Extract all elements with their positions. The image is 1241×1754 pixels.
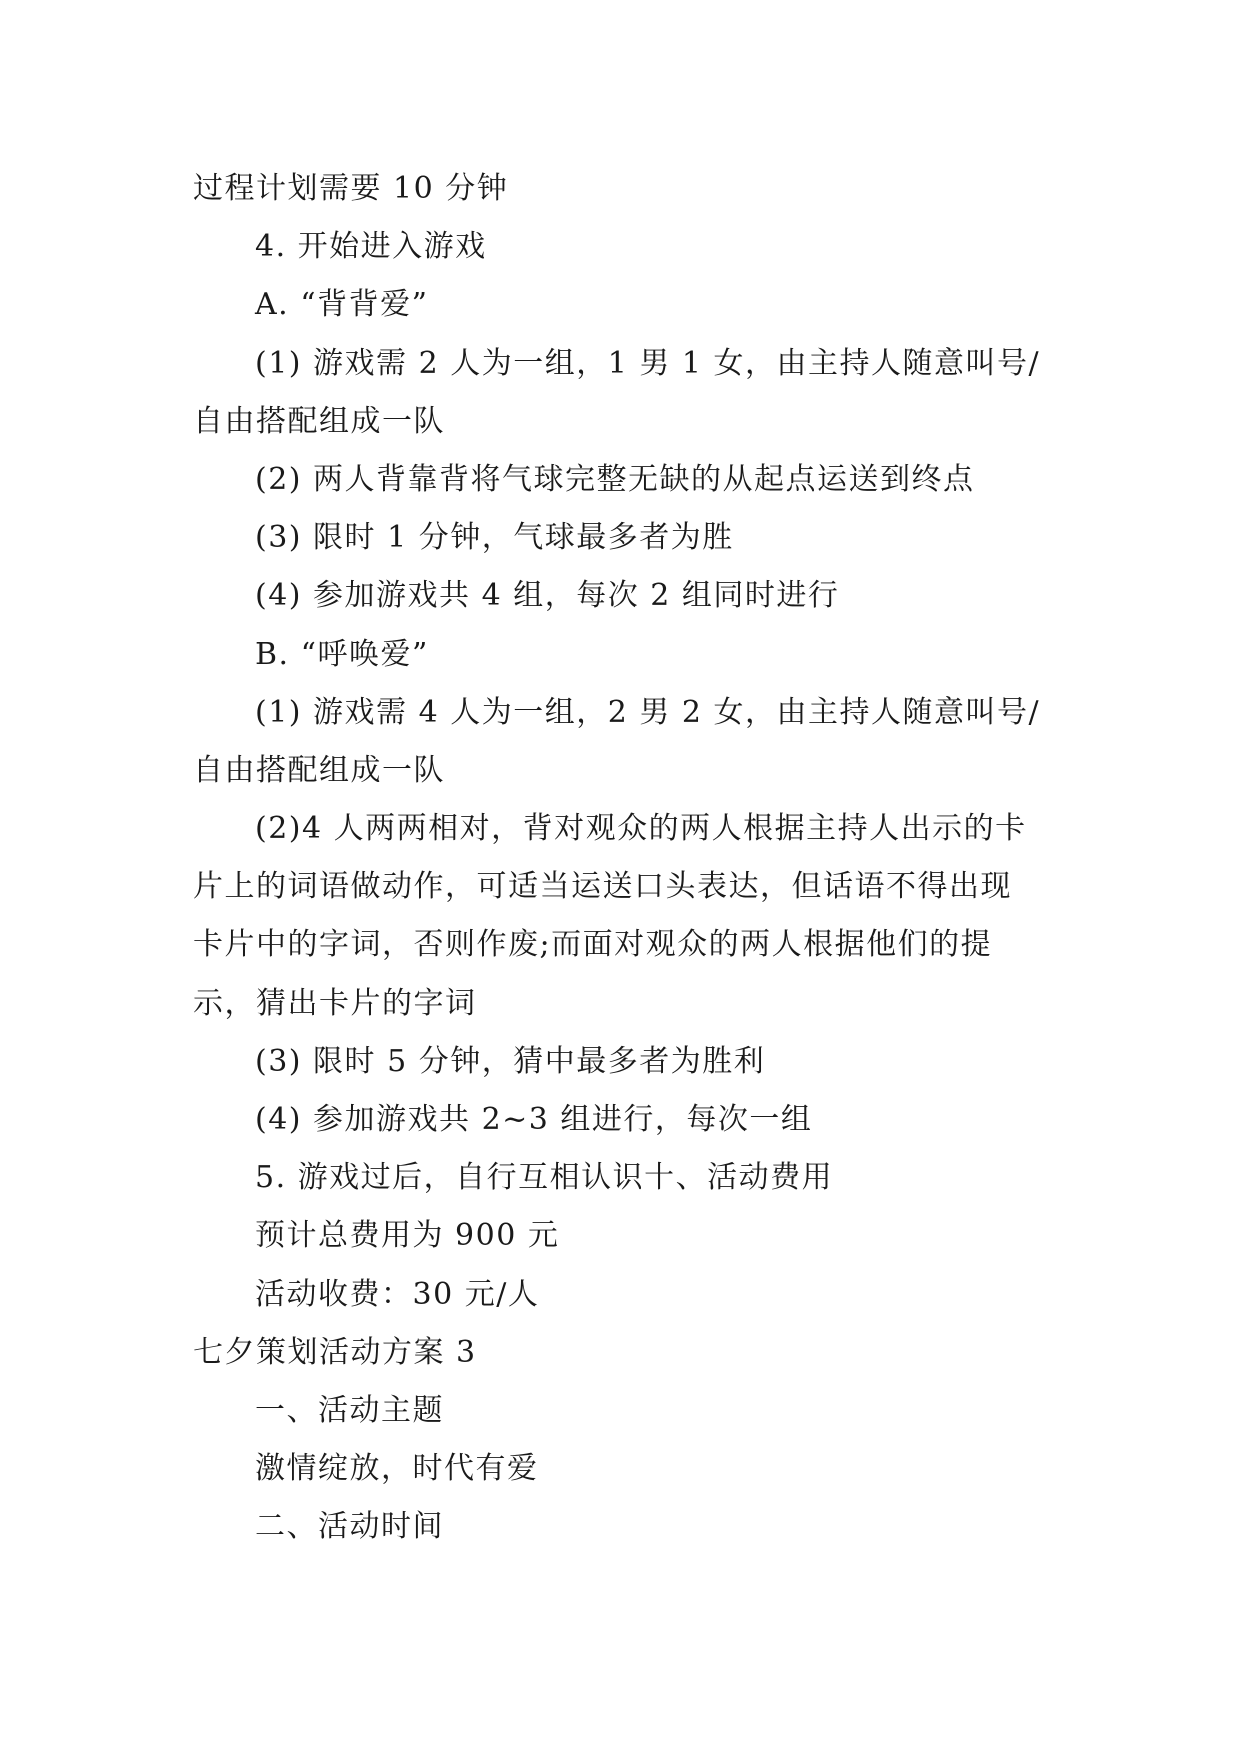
text-line: 预计总费用为 900 元 <box>255 1218 560 1254</box>
text-line: (2) 两人背靠背将气球完整无缺的从起点运送到终点 <box>255 461 975 497</box>
text-line: 示，猜出卡片的字词 <box>193 985 477 1021</box>
text-line: (2)4 人两两相对，背对观众的两人根据主持人出示的卡 <box>255 811 1027 847</box>
text-line: (3) 限时 1 分钟，气球最多者为胜 <box>255 520 734 556</box>
section-heading: 二、活动时间 <box>255 1509 444 1545</box>
text-line: (4) 参加游戏共 2~3 组进行，每次一组 <box>255 1102 813 1137</box>
text-line: 激情绽放，时代有爱 <box>255 1451 539 1487</box>
section-heading: A. “背背爱” <box>255 287 429 323</box>
section-heading: B. “呼唤爱” <box>255 636 429 672</box>
text-line: (1) 游戏需 4 人为一组，2 男 2 女，由主持人随意叫号/ <box>255 694 1041 730</box>
text-line: 过程计划需要 10 分钟 <box>193 171 509 206</box>
text-line: 5. 游戏过后，自行互相认识十、活动费用 <box>255 1160 834 1196</box>
section-heading: 一、活动主题 <box>255 1392 444 1428</box>
text-line: 自由搭配组成一队 <box>193 752 445 788</box>
text-line: 片上的词语做动作，可适当运送口头表达，但话语不得出现 <box>193 869 1012 905</box>
text-line: 自由搭配组成一队 <box>193 403 445 439</box>
text-line: 4. 开始进入游戏 <box>255 229 487 265</box>
text-line: (1) 游戏需 2 人为一组，1 男 1 女，由主持人随意叫号/ <box>255 345 1041 381</box>
document-body <box>193 160 1053 1557</box>
document-title: 七夕策划活动方案 3 <box>193 1334 477 1370</box>
text-line: (3) 限时 5 分钟，猜中最多者为胜利 <box>255 1043 766 1079</box>
text-line: 卡片中的字词，否则作废;而面对观众的两人根据他们的提 <box>193 927 993 963</box>
text-line: 活动收费：30 元/人 <box>255 1276 540 1312</box>
text-line: (4) 参加游戏共 4 组，每次 2 组同时进行 <box>255 578 840 614</box>
